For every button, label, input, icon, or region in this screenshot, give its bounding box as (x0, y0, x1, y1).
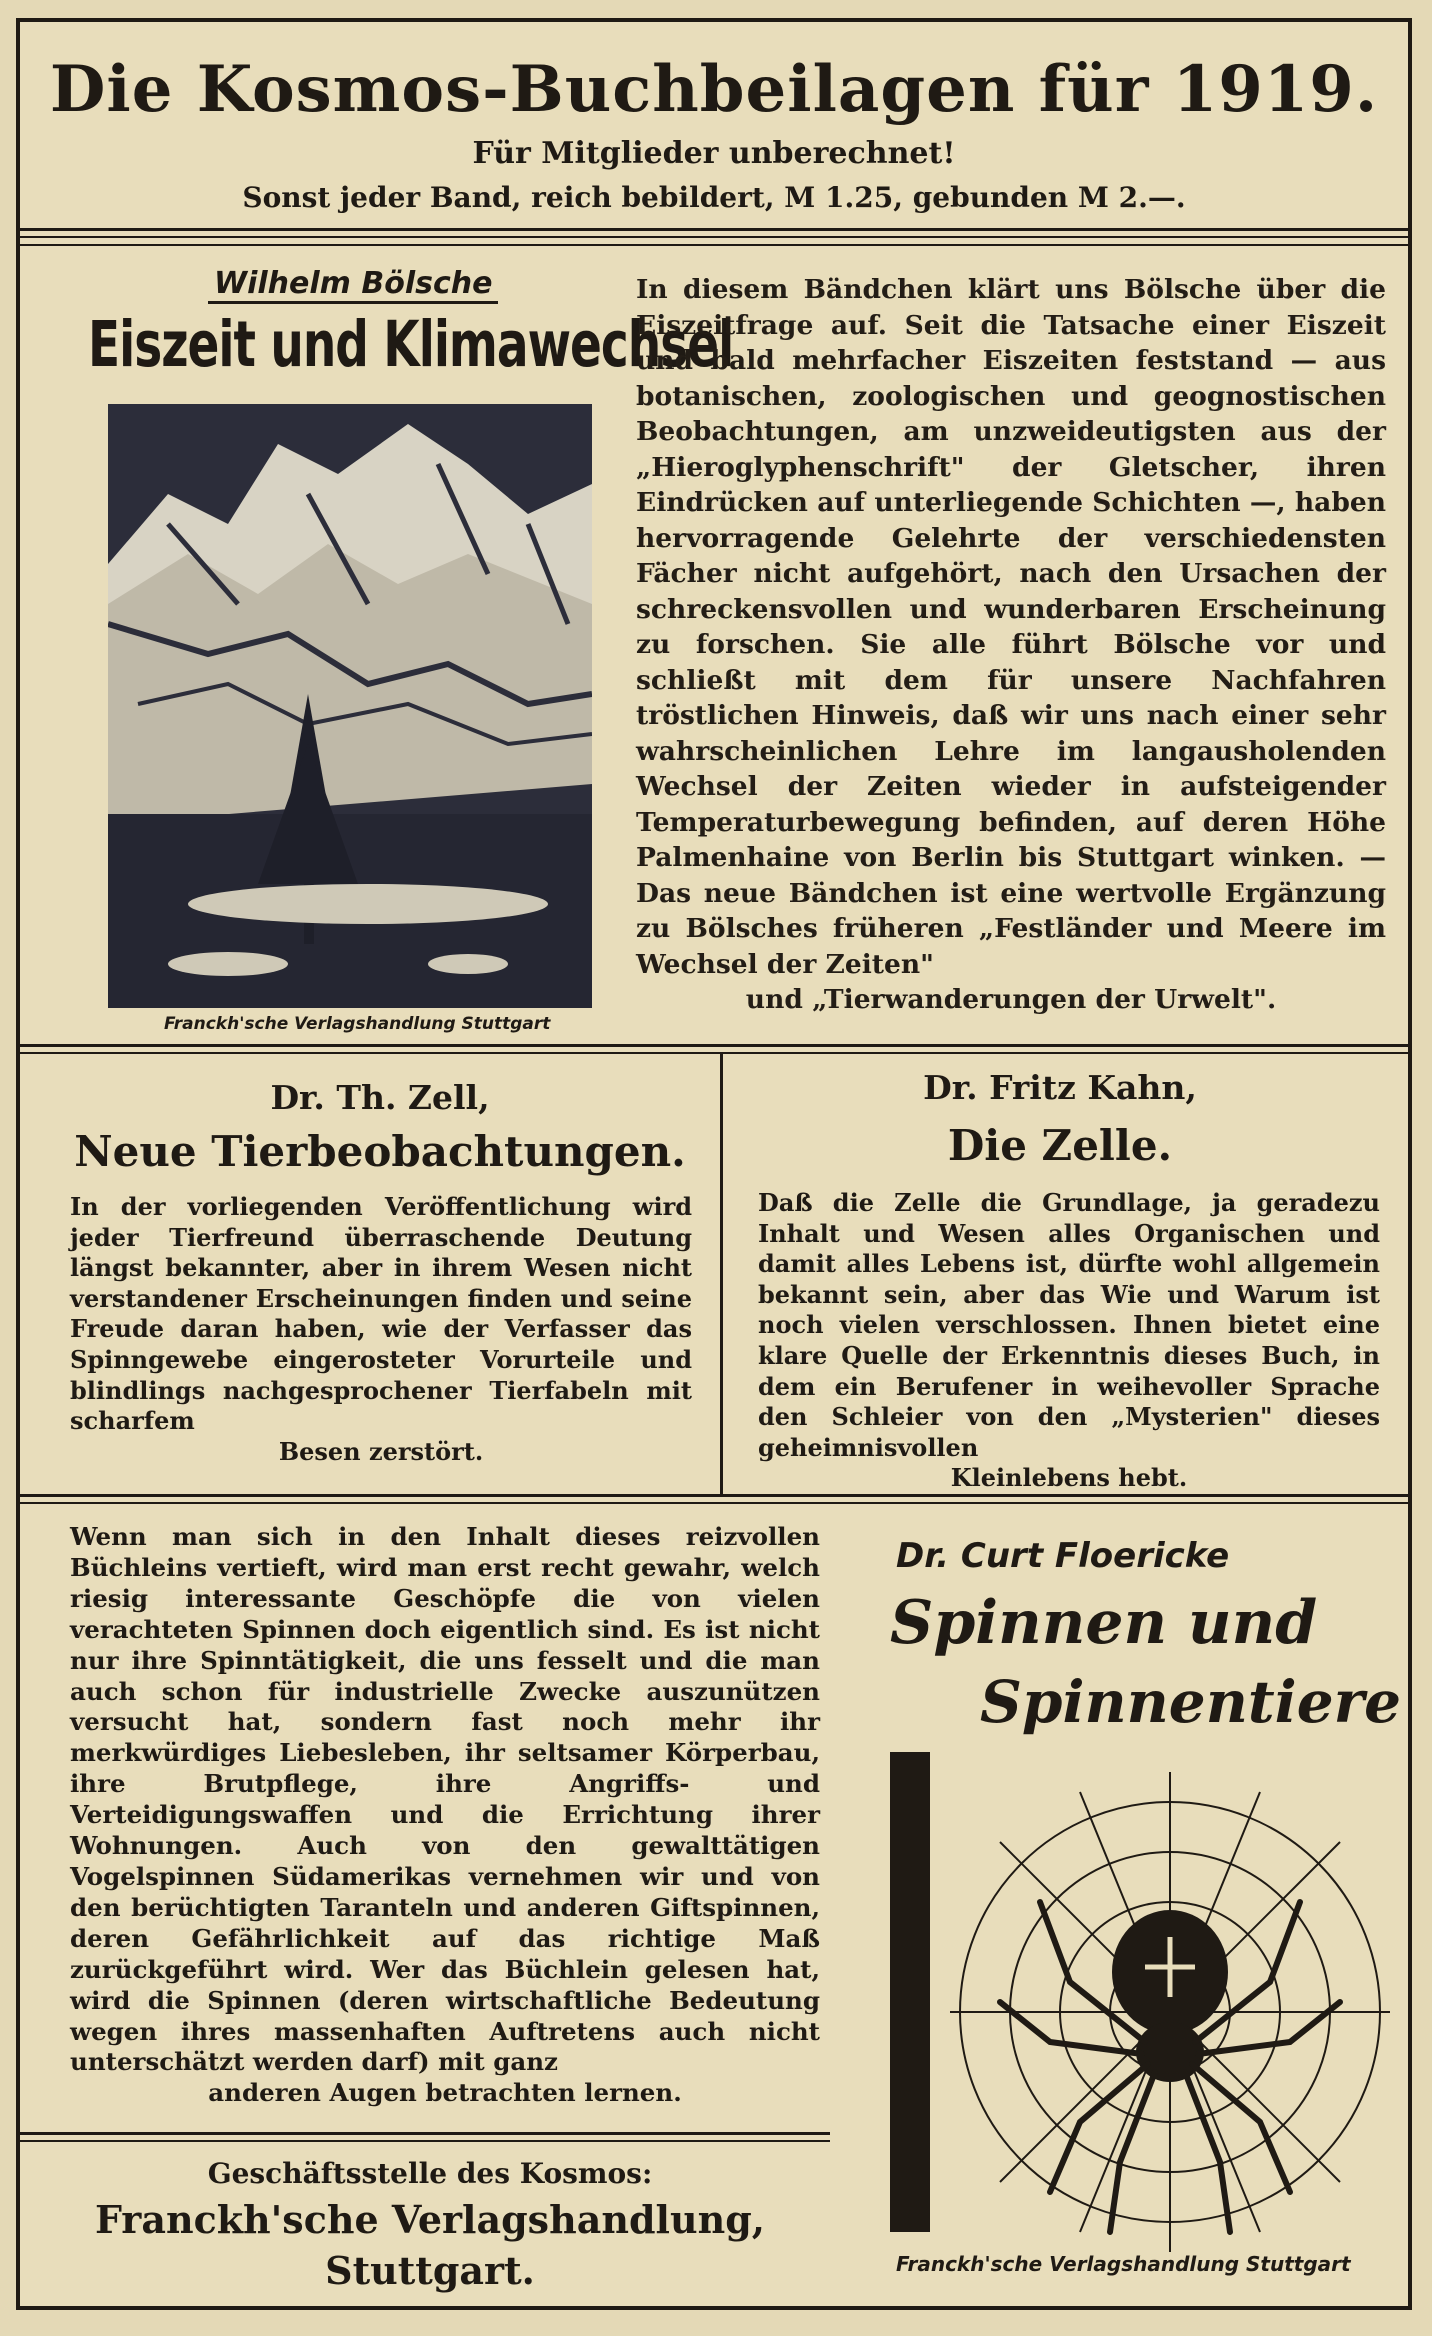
divider (20, 1052, 1408, 1054)
book3-description-text: Daß die Zelle die Grundlage, ja geradezu Inhalt und Wesen alles Organischen und damit alles Lebens ist, dürfte wohl allgemein bekannt sein, aber das Wie und Warum ist noch vielen verschlossen. Ihnen bietet eine klare Quelle der Erkenntnis dieses Buch, in dem ein Berufener in weihevoller Sprache den Schleier von den „Mysterien" dieses geheimnisvollen (758, 1188, 1380, 1462)
divider (20, 1044, 1408, 1047)
divider (20, 1494, 1408, 1497)
book2-description-text: In der vorliegenden Veröffentlichung wird jeder Tierfreund überraschende Deutung längst bekannter, aber in ihrem Wesen nicht verstandener Erscheinungen finden und seine Freude daran haben, wie der Verfasser das Spinngewebe eingerosteter Vorurteile und blindlings nachgesprochener Tierfabeln mit scharfem (70, 1192, 692, 1436)
book4-description (70, 1522, 820, 2109)
cover-publisher: Franckh'sche Verlagshandlung Stuttgart (164, 1014, 551, 1034)
book4-description-text: Wenn man sich in den Inhalt dieses reizvollen Büchleins vertieft, wird man erst recht gewahr, welch riesig interessante Geschöpfe die von vielen verachteten Spinnen doch eigentlich sind. Es ist nicht nur ihre Spinntätigkeit, die uns fesselt und die man auch schon für industrielle Zwecke auszunützen versucht hat, sondern fast noch mehr ihr merkwürdiges Liebesleben, ihr seltsamer Körperbau, ihre Brutpflege, ihre Angriffs- und Verteidigungswaffen und die Errichtung ihrer Wohnungen. Auch von den gewalttätigen Vogelspinnen Südamerikas vernehmen wir und von den berüchtigten Taranteln und anderen Giftspinnen, deren Gefährlichkeit auf das richtige Maß zurückgeführt wird. Wer das Büchlein gelesen hat, wird die Spinnen (deren wirtschaftliche Bedeutung wegen ihres massenhaften Auftretens auch nicht unterschätzt werden darf) mit ganz (70, 1522, 820, 2077)
cover-title-line2: Spinnentiere (980, 1668, 1402, 1736)
book-cover-spinnen (870, 1522, 1402, 2292)
cover-bar (890, 1752, 930, 2232)
book4-description-last: anderen Augen betrachten lernen. (208, 2078, 682, 2108)
book2-description (70, 1192, 692, 1467)
cover-publisher: Franckh'sche Verlagshandlung Stuttgart (896, 2252, 1351, 2276)
divider (20, 2132, 830, 2135)
column-divider (720, 1054, 723, 1494)
book3-title: Die Zelle. (947, 1121, 1173, 1170)
book2-author: Dr. Th. Zell, (270, 1078, 490, 1117)
publisher-line1: Geschäftsstelle des Kosmos: (207, 2157, 653, 2190)
book3-description-last: Kleinlebens hebt. (950, 1463, 1188, 1493)
book2-description-last: Besen zerstört. (278, 1436, 484, 1466)
book3-description (758, 1188, 1380, 1494)
divider (20, 244, 1408, 246)
divider (20, 2140, 830, 2142)
book2-title: Neue Tierbeobachtungen. (74, 1127, 686, 1176)
book1-description-text: In diesem Bändchen klärt uns Bölsche über die Eiszeitfrage auf. Seit die Tatsache einer Eiszeit und bald mehrfacher Eiszeiten feststand — aus botanischen, zoologischen und geognostischen Beobachtungen, am unzweideutigsten aus der „Hieroglyphenschrift" der Gletscher, ihren Eindrücken auf unterliegende Schichten —, haben hervorragende Gelehrte der verschiedensten Fächer nicht aufgehört, nach den Ursachen der schreckensvollen und wunderbaren Erscheinung zu forschen. Sie alle führt Bölsche vor und schließt mit dem für unsere Nachfahren tröstlichen Hinweis, daß wir uns nach einer sehr wahrscheinlichen Lehre im langausholenden Wechsel der Zeiten wieder in aufsteigender Temperaturbewegung befinden, auf deren Höhe Palmenhaine von Berlin bis Stuttgart winken. — Das neue Bändchen ist eine wertvolle Ergänzung zu Bölsches früheren „Festländer und Meere im Wechsel der Zeiten" (636, 274, 1386, 980)
cover-title-line1: Spinnen und (890, 1588, 1318, 1658)
book1-description (636, 272, 1386, 1018)
publisher-block (40, 2154, 820, 2296)
publisher-line2: Franckh'sche Verlagshandlung, (94, 2197, 766, 2242)
book1-description-last: und „Tierwanderungen der Urwelt". (745, 984, 1277, 1015)
cover-author: Dr. Curt Floericke (896, 1536, 1230, 1576)
divider (20, 236, 1408, 238)
price-line: Sonst jeder Band, reich bebildert, M 1.25, gebunden M 2.—. (242, 181, 1186, 214)
publisher-line3: Stuttgart. (325, 2248, 535, 2293)
advertisement-page (16, 18, 1412, 2310)
book3-author: Dr. Fritz Kahn, (923, 1068, 1197, 1107)
page-title: Die Kosmos-Buchbeilagen für 1919. (49, 52, 1379, 127)
divider (20, 1502, 1408, 1504)
mountain-landscape-illustration (108, 404, 592, 1008)
cover-author: Wilhelm Bölsche (208, 266, 498, 304)
page-subtitle: Für Mitglieder unberechnet! (472, 136, 956, 171)
book-cover-eiszeit (68, 252, 734, 1034)
cover-illustration (108, 404, 592, 1008)
divider (20, 228, 1408, 231)
spider-web-illustration (930, 1732, 1390, 2252)
cover-title: Eiszeit und Klimawechsel (88, 308, 734, 383)
